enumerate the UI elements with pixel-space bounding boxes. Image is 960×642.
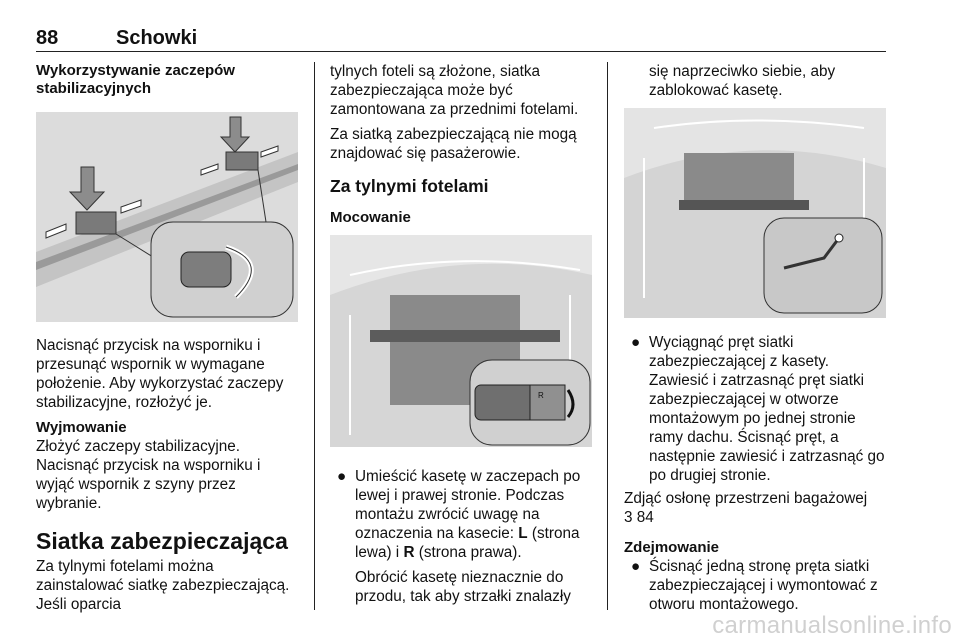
chapter-title: Schowki — [116, 27, 198, 49]
instruction-text: (strona lewa) i — [355, 525, 580, 561]
page-number: 88 — [36, 27, 59, 49]
body-text: Za tylnymi fotelami można zainstalować siatkę zabezpieczającą. Jeśli oparcia — [36, 558, 290, 613]
cross-reference-text: Zdjąć osłonę przestrzeni bagażowej — [624, 490, 868, 507]
bullet-marker: ● — [631, 334, 641, 351]
section-heading: Wykorzystywanie zaczepów stabilizacyjnych — [36, 62, 235, 97]
page-reference[interactable]: 84 — [636, 509, 654, 526]
body-text: tylnych foteli są złożone, siatka zabezpieczająca może być zamontowana za przednimi fotelami. — [330, 63, 579, 118]
body-text: Za siatką zabezpieczającą nie mogą znajdować się pasażerowie. — [330, 126, 577, 162]
page-reference-arrow: 3 — [624, 509, 633, 526]
cassette-side-label: R — [538, 391, 544, 400]
instruction-text: Umieścić kasetę w zaczepach po lewej i prawej stronie. Podczas montażu zwrócić uwagę na oznaczenia na kasecie: — [355, 468, 581, 542]
instruction-text: (strona prawa). — [414, 544, 522, 561]
page-header — [36, 22, 886, 52]
sub-heading: Mocowanie — [330, 209, 411, 226]
instruction-text: Złożyć zaczepy stabilizacyjne. Nacisnąć przycisk na wsporniku i wyjąć wspornik z szyny przez wybranie. — [36, 438, 261, 512]
instruction-text: Ścisnąć jedną stronę pręta siatki zabezpieczającej i wymontować z otworu montażowego. — [649, 558, 878, 613]
instruction-text: się naprzeciwko siebie, aby zablokować kasetę. — [649, 63, 836, 99]
instruction-text — [624, 489, 888, 527]
column-divider — [314, 62, 315, 610]
list-item — [624, 557, 888, 614]
sub-heading: Zdejmowanie — [624, 539, 720, 556]
watermark: carmanualsonline.info — [712, 612, 952, 639]
column-3 — [624, 62, 888, 614]
illustration-stabilizer-hooks — [36, 112, 298, 322]
column-2 — [330, 62, 596, 606]
section-heading: Siatka zabezpieczająca — [36, 528, 288, 554]
illustration-cassette-mounting — [330, 235, 592, 447]
illustration-net-rod — [624, 108, 886, 318]
list-item — [330, 467, 596, 562]
column-1 — [36, 62, 301, 614]
column-divider — [607, 62, 608, 610]
sub-heading: Wyjmowanie — [36, 419, 127, 436]
label-left: L — [518, 525, 528, 542]
label-right: R — [403, 544, 415, 561]
instruction-text: Wyciągnąć pręt siatki zabezpieczającej z kasety. Zawiesić i zatrzasnąć pręt siatki zabezpieczającej w otworze montażowym po jednej stronie ramy dachu. Ścisnąć pręt, a następnie zawiesić i zatrzasnąć go po drugiej stronie. — [649, 334, 885, 484]
instruction-text: Obrócić kasetę nieznacznie do przodu, tak aby strzałki znalazły — [355, 569, 571, 605]
instruction-text: Nacisnąć przycisk na wsporniku i przesunąć wspornik w wymagane położenie. Aby wykorzystać zaczepy stabilizacyjne, rozłożyć je. — [36, 337, 284, 411]
bullet-marker: ● — [337, 468, 347, 485]
section-heading: Za tylnymi fotelami — [330, 176, 489, 196]
bullet-marker: ● — [631, 558, 641, 575]
list-item — [624, 333, 888, 485]
